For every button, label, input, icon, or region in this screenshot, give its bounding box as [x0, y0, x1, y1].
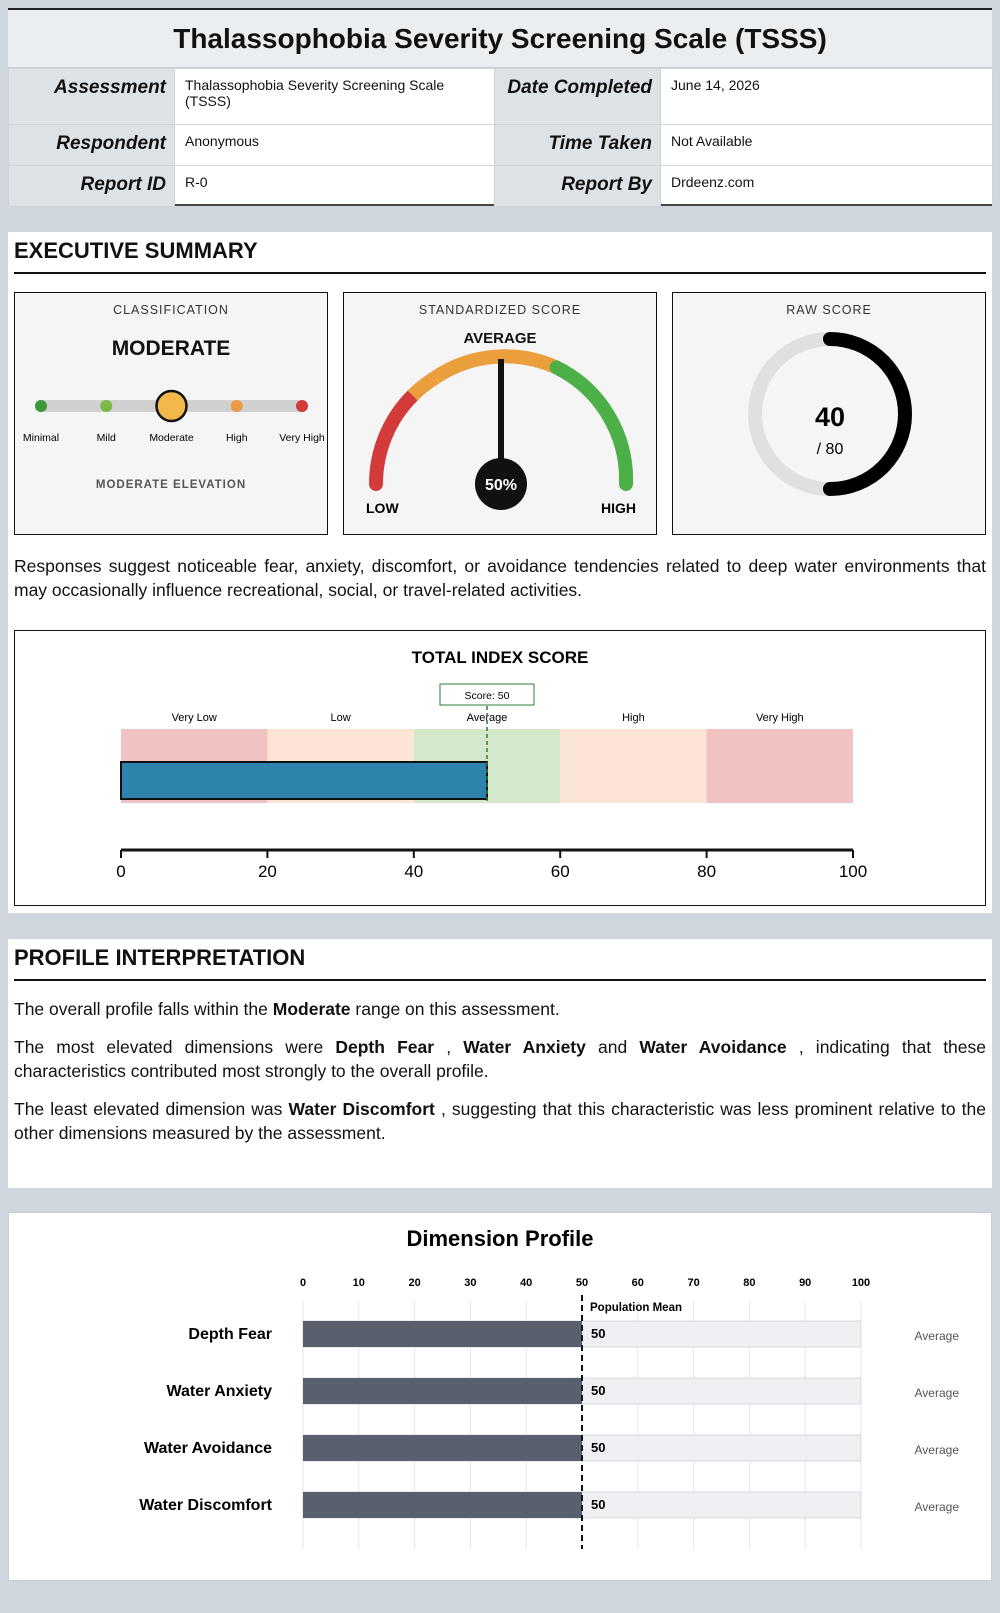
x-tick-label: 80	[743, 1277, 756, 1289]
highlight-classification: Moderate	[272, 999, 351, 1019]
x-tick-label: 0	[299, 1277, 307, 1289]
interpretation-paragraph	[14, 997, 986, 1021]
score-band	[560, 729, 706, 803]
chart-title: TOTAL INDEX SCORE	[411, 648, 589, 667]
dimension-bar	[303, 1492, 582, 1518]
x-tick-label: 50	[575, 1277, 589, 1289]
text-span: The overall profile falls within the	[14, 999, 268, 1019]
gauge-percent: 50%	[484, 477, 518, 494]
meta-label: Report ID	[9, 166, 175, 207]
dimension-bar	[303, 1435, 582, 1461]
meta-value: Drdeenz.com	[661, 166, 993, 207]
text-span: , indicating that these characteristics contributed most strongly to the overall profile.	[14, 1037, 987, 1081]
band-label: Very Low	[171, 712, 217, 724]
band-label: Average	[466, 712, 508, 724]
meta-value: June 14, 2026	[661, 69, 993, 125]
classification-scale	[15, 381, 329, 461]
band-label: High	[622, 712, 645, 724]
dimension-label: Depth Fear	[188, 1326, 272, 1343]
meta-label: Time Taken	[495, 125, 661, 166]
dimension-value: 50	[591, 1440, 606, 1455]
dimension-value: 50	[591, 1326, 606, 1341]
x-tick-label: 40	[520, 1277, 533, 1289]
dimension-label: Water Anxiety	[166, 1383, 272, 1400]
score-label: Score: 50	[464, 690, 510, 702]
card-label: CLASSIFICATION	[113, 303, 229, 317]
interpretation-paragraph	[14, 1097, 986, 1145]
section-title: PROFILE INTERPRETATION	[14, 939, 986, 981]
highlight-dimension: Water Discomfort	[288, 1099, 435, 1119]
x-tick-label: 40	[404, 862, 424, 881]
raw-score-max: / 80	[816, 441, 844, 458]
report-header	[8, 8, 992, 206]
classification-level-label: Very High	[279, 432, 325, 444]
raw-score-card	[672, 292, 986, 535]
interpretation-paragraph	[14, 1035, 986, 1083]
highlight-dimension: Depth Fear	[335, 1037, 435, 1057]
total-score-bar	[121, 762, 487, 799]
x-tick-label: 60	[631, 1277, 644, 1289]
dimension-value: 50	[591, 1497, 606, 1512]
total-index-chart	[14, 630, 986, 906]
chart-title: Dimension Profile	[406, 1226, 594, 1251]
dimension-value: 50	[591, 1383, 606, 1398]
gauge-low-arc	[376, 396, 413, 484]
x-tick-label: 60	[550, 862, 570, 881]
meta-label: Assessment	[9, 69, 175, 125]
report-title: Thalassophobia Severity Screening Scale (TSSS)	[8, 10, 992, 68]
dimension-profile-chart	[9, 1213, 991, 1580]
x-tick-label: 100	[851, 1277, 871, 1289]
gauge-high-arc	[557, 368, 626, 485]
standardized-score-card	[343, 292, 657, 535]
dimension-rating: Average	[914, 1329, 959, 1343]
classification-level-label: High	[225, 432, 248, 444]
dimension-profile-section	[8, 1212, 992, 1581]
dimension-rating: Average	[914, 1500, 959, 1514]
meta-value: R-0	[175, 166, 495, 207]
text-span: and	[598, 1037, 628, 1057]
classification-card	[14, 292, 328, 535]
dimension-label: Water Avoidance	[143, 1440, 272, 1457]
text-span: The least elevated dimension was	[14, 1099, 283, 1119]
meta-value: Not Available	[661, 125, 993, 166]
classification-dot	[231, 400, 243, 412]
band-label: Low	[330, 712, 351, 724]
classification-value: MODERATE	[111, 337, 231, 360]
text-span: The most elevated dimensions were	[14, 1037, 324, 1057]
meta-label: Date Completed	[495, 69, 661, 125]
classification-dot	[296, 400, 308, 412]
card-label: STANDARDIZED SCORE	[418, 303, 582, 317]
dimension-label: Water Discomfort	[139, 1497, 272, 1514]
summary-description: Responses suggest noticeable fear, anxiety, discomfort, or avoidance tendencies related to deep water environments that may occasionally influence recreational, social, or travel-related activities.	[14, 556, 986, 600]
x-tick-label: 100	[838, 862, 868, 881]
gauge-mid-arc	[436, 356, 557, 377]
x-tick-label: 20	[257, 862, 277, 881]
x-tick-label: 10	[352, 1277, 365, 1289]
text-span: range on this assessment.	[355, 999, 560, 1019]
meta-value: Anonymous	[175, 125, 495, 166]
score-band	[707, 729, 853, 803]
gauge-mid-arc-start	[413, 377, 436, 395]
executive-summary-section	[8, 232, 992, 913]
section-title: EXECUTIVE SUMMARY	[14, 232, 986, 274]
x-tick-label: 70	[687, 1277, 700, 1289]
x-tick-label: 80	[697, 862, 717, 881]
meta-label: Respondent	[9, 125, 175, 166]
raw-score-ring	[673, 323, 987, 523]
gauge-low-label: LOW	[366, 500, 399, 516]
card-label: RAW SCORE	[786, 303, 872, 317]
x-tick-label: 30	[464, 1277, 477, 1289]
classification-level-label: Moderate	[149, 432, 194, 444]
x-tick-label: 20	[408, 1277, 421, 1289]
text-span: ,	[446, 1037, 452, 1057]
x-tick-label: 90	[799, 1277, 812, 1289]
classification-dot	[100, 400, 112, 412]
dimension-rating: Average	[914, 1443, 959, 1457]
dimension-bar	[303, 1321, 582, 1347]
dimension-rating: Average	[914, 1386, 959, 1400]
x-tick-label: 0	[116, 862, 126, 881]
meta-value: Thalassophobia Severity Screening Scale (TSSS)	[175, 69, 495, 125]
population-mean-label: Population Mean	[590, 1302, 682, 1314]
standardized-gauge	[344, 293, 658, 536]
gauge-high-label: HIGH	[601, 500, 636, 516]
raw-score-value: 40	[814, 402, 846, 432]
report-meta-table	[8, 68, 993, 207]
highlight-dimension: Water Avoidance	[639, 1037, 787, 1057]
highlight-dimension: Water Anxiety	[463, 1037, 586, 1057]
classification-level-label: Mild	[96, 432, 116, 444]
classification-caption: MODERATE ELEVATION	[95, 479, 247, 491]
profile-interpretation-section	[8, 939, 992, 1188]
standardized-level: AVERAGE	[463, 330, 537, 347]
total-index-svg	[15, 631, 985, 905]
text-span: , suggesting that this characteristic was less prominent relative to the other dimensions measured by the assessment.	[14, 1099, 986, 1143]
classification-dot	[35, 400, 47, 412]
classification-level-label: Minimal	[22, 432, 60, 444]
classification-dot	[157, 391, 187, 421]
dimension-bar	[303, 1378, 582, 1404]
band-label: Very High	[755, 712, 804, 724]
meta-label: Report By	[495, 166, 661, 207]
